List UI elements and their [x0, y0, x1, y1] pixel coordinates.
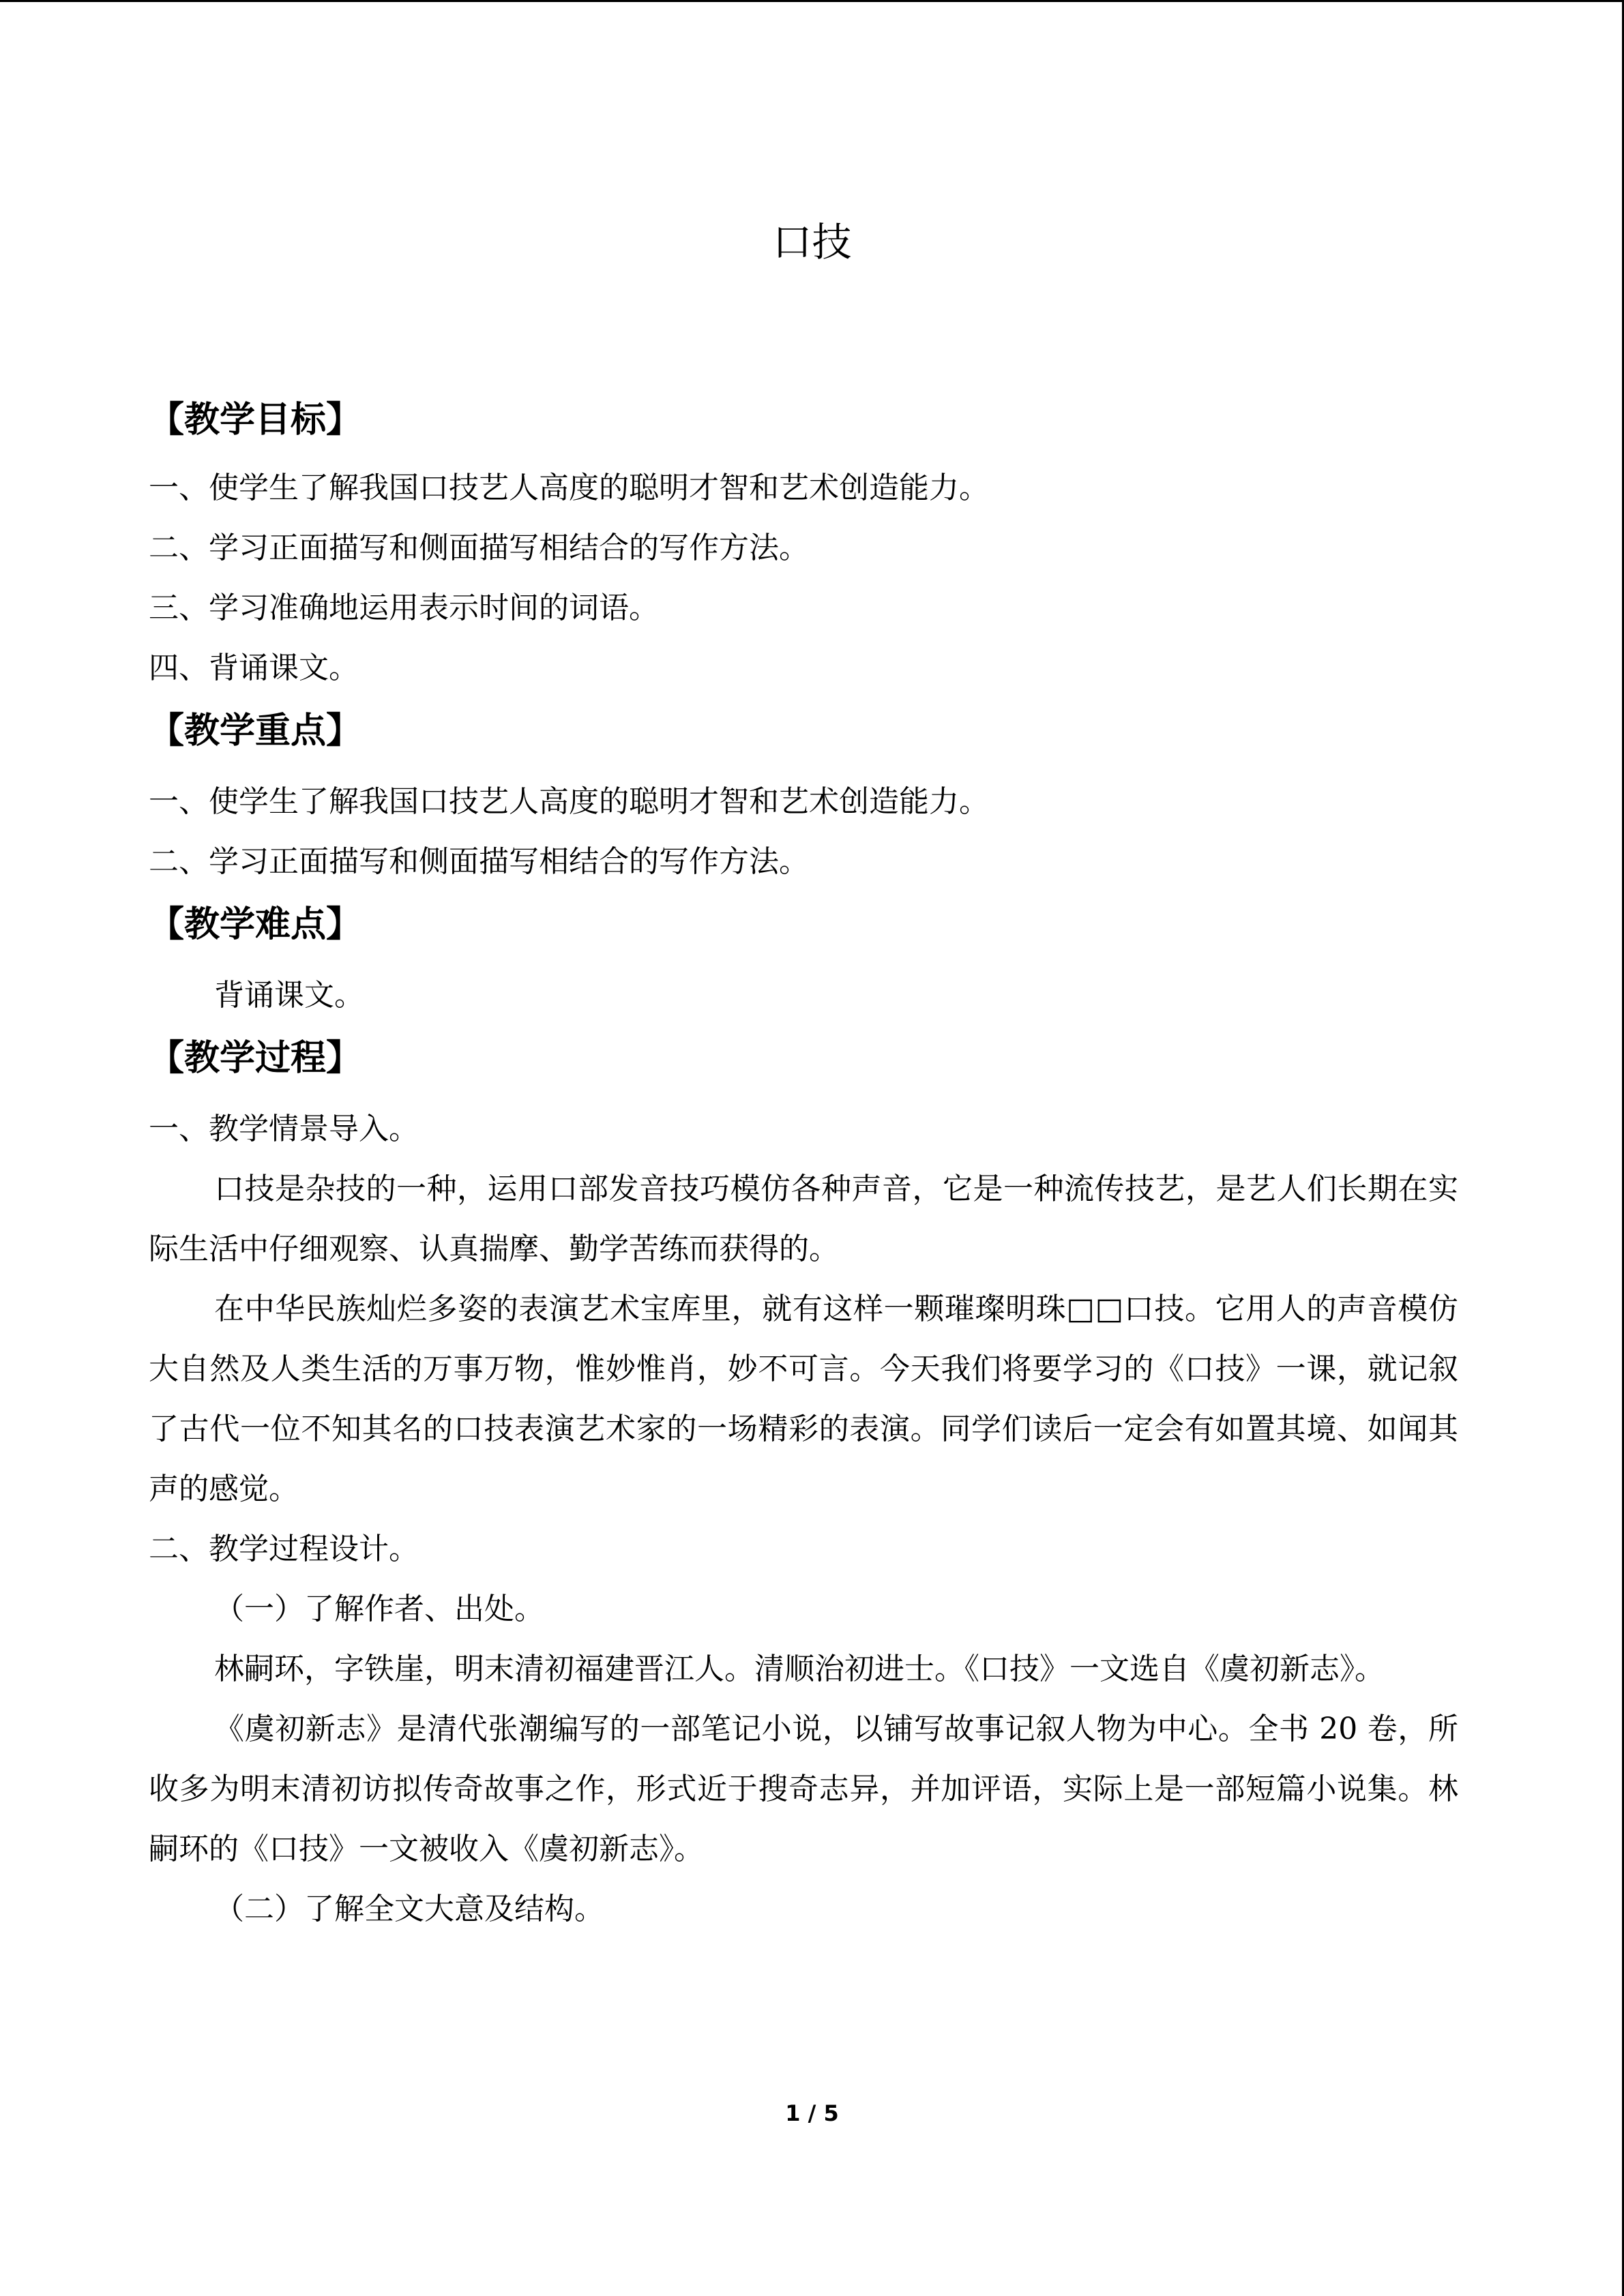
document-title: 口技: [772, 219, 852, 265]
source-paragraph: 《虞初新志》是清代张潮编写的一部笔记小说，以铺写故事记叙人物为中心。全书 20 卷，所收多为明末清初访拟传奇故事之作，形式近于搜奇志异，并加评语，实际上是一部短篇小说集。林嗣环的《口技》一文被收入《虞初新志》。: [149, 1712, 1458, 1866]
key-point-item: 一、使学生了解我国口技艺人高度的聪明才智和艺术创造能力。: [149, 784, 989, 819]
objective-item: 四、背诵课文。: [149, 651, 359, 685]
key-point-item: 二、学习正面描写和侧面描写相结合的写作方法。: [149, 844, 809, 879]
difficulties-heading: 【教学难点】: [149, 904, 362, 945]
page-number: 1 / 5: [785, 2100, 839, 2126]
objective-item: 一、使学生了解我国口技艺人高度的聪明才智和艺术创造能力。: [149, 471, 989, 505]
objective-item: 二、学习正面描写和侧面描写相结合的写作方法。: [149, 531, 809, 565]
sub-step-2: （二）了解全文大意及结构。: [214, 1892, 604, 1926]
key-points-heading: 【教学重点】: [149, 711, 362, 751]
process-heading: 【教学过程】: [149, 1038, 362, 1079]
author-paragraph: 林嗣环，字铁崖，明末清初福建晋江人。清顺治初进士。《口技》一文选自《虞初新志》。: [214, 1652, 1385, 1686]
objectives-section: [149, 387, 1458, 698]
objectives-heading: 【教学目标】: [149, 400, 362, 441]
key-points-section: [149, 698, 1458, 892]
difficulties-section: [149, 892, 1458, 1026]
process-step-1: 一、教学情景导入。: [149, 1112, 419, 1146]
sub-step-1: （一）了解作者、出处。: [214, 1592, 544, 1626]
process-step-2: 二、教学过程设计。: [149, 1532, 419, 1566]
intro-paragraph-2: 在中华民族灿烂多姿的表演艺术宝库里，就有这样一颗璀璨明珠□□口技。它用人的声音模仿大自然及人类生活的万事万物，惟妙惟肖，妙不可言。今天我们将要学习的《口技》一课，就记叙了古代一位不知其名的口技表演艺术家的一场精彩的表演。同学们读后一定会有如置其境、如闻其声的感觉。: [149, 1292, 1458, 1506]
objective-item: 三、学习准确地运用表示时间的词语。: [149, 591, 659, 625]
intro-paragraph-1: 口技是杂技的一种，运用口部发音技巧模仿各种声音，它是一种流传技艺，是艺人们长期在实际生活中仔细观察、认真揣摩、勤学苦练而获得的。: [149, 1172, 1458, 1266]
process-section: [149, 1026, 1458, 1939]
difficulty-text: 背诵课文。: [214, 978, 364, 1013]
top-border-line: [0, 0, 1624, 2]
document-body: [149, 387, 1458, 1939]
